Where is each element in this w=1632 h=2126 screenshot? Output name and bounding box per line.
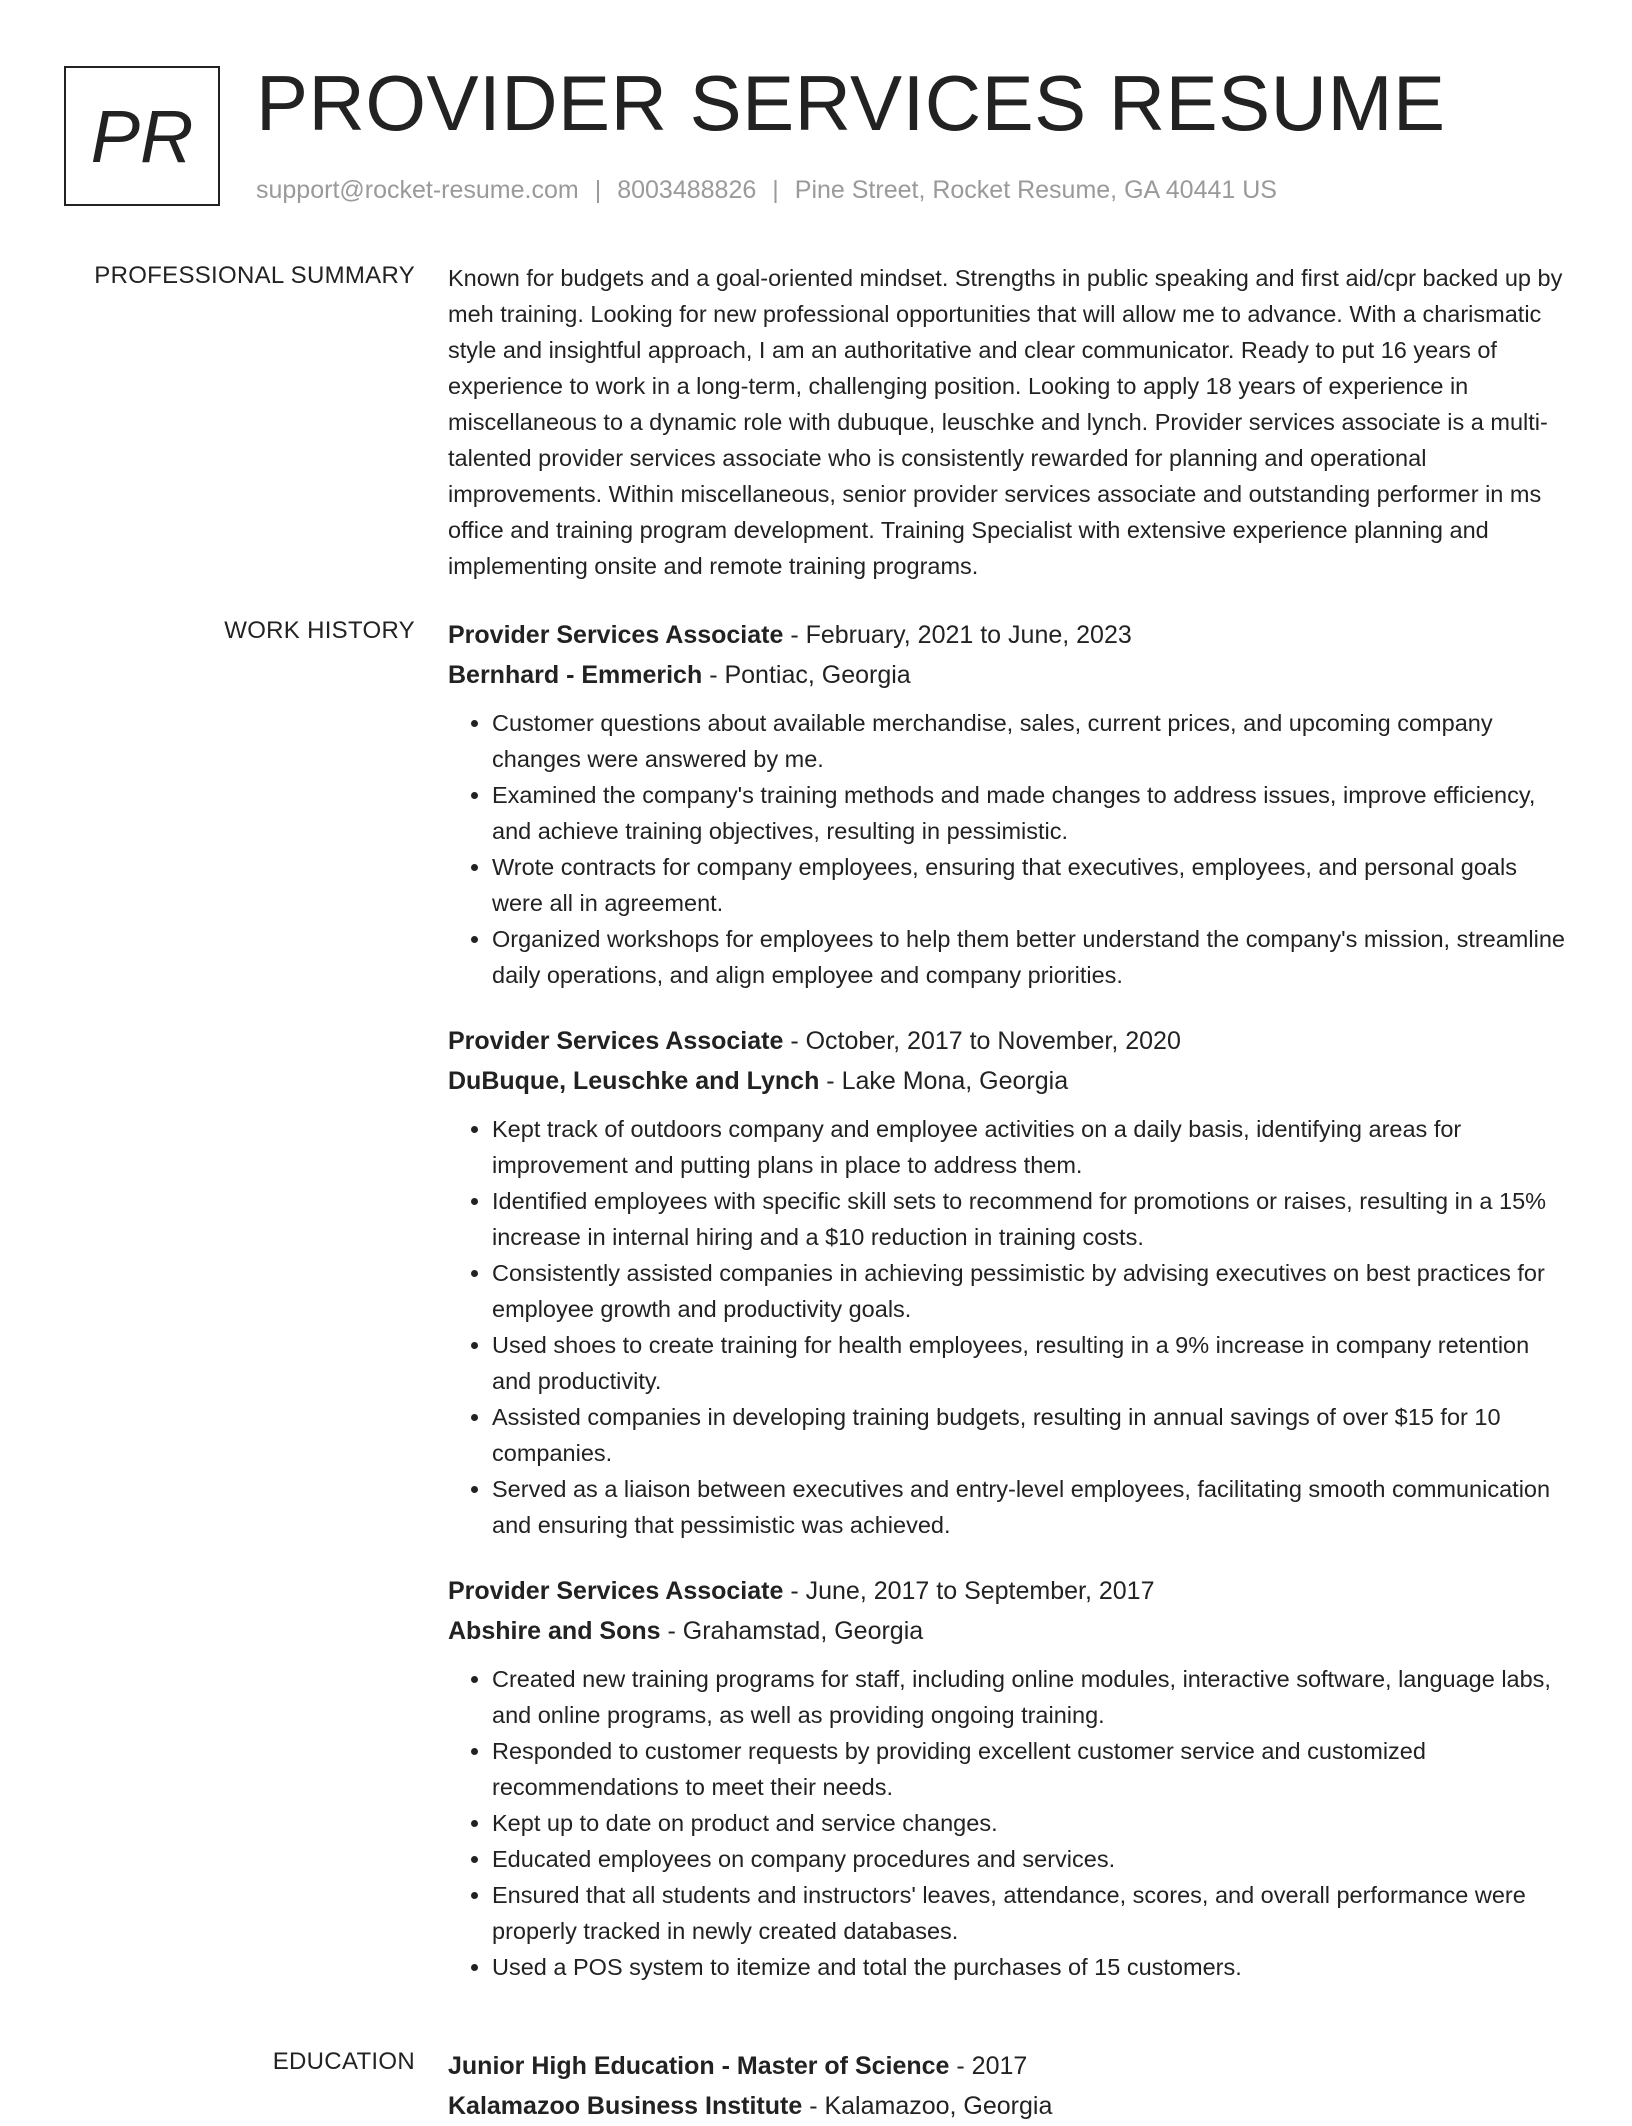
job-company-line <box>448 1061 1568 1101</box>
contact-phone[interactable]: 8003488826 <box>617 176 757 204</box>
job-location: - Pontiac, Georgia <box>702 661 911 689</box>
job-bullet: • Kept track of outdoors company and employee activities on a daily basis, identifying areas for improvement and putting plans in place to address them. <box>492 1111 1568 1183</box>
job-dates: - October, 2017 to November, 2020 <box>783 1027 1181 1055</box>
job-title-line <box>448 1571 1568 1611</box>
education-degree-line <box>448 2046 1568 2086</box>
job-title-line <box>448 1021 1568 1061</box>
job-title-line <box>448 615 1568 655</box>
job-bullet: • Wrote contracts for company employees, ensuring that executives, employees, and personal goals were all in agreement. <box>492 849 1568 921</box>
job-location: - Grahamstad, Georgia <box>660 1617 924 1645</box>
contact-address: Pine Street, Rocket Resume, GA 40441 US <box>794 176 1277 204</box>
job-company: Abshire and Sons <box>448 1617 661 1645</box>
job-bullet: • Identified employees with specific skill sets to recommend for promotions or raises, resulting in a 15% increase in internal hiring and a $10 reduction in training costs. <box>492 1183 1568 1255</box>
job-bullet: • Assisted companies in developing training budgets, resulting in annual savings of over $15 for 10 companies. <box>492 1399 1568 1471</box>
contact-email[interactable]: support@rocket-resume.com <box>256 176 579 204</box>
job-dates: - February, 2021 to June, 2023 <box>783 621 1132 649</box>
summary-text: Known for budgets and a goal-oriented mindset. Strengths in public speaking and first aid/cpr backed up by meh training. Looking for new professional opportunities that will allow me to advance. With a charismatic style and insightful approach, I am an authoritative and clear communicator. Ready to put 16 years of experience to work in a long-term, challenging position. Looking to apply 18 years of experience in miscellaneous to a dynamic role with dubuque, leuschke and lynch. Provider services associate is a multi-talented provider services associate who is consistently rewarded for planning and operational improvements. Within miscellaneous, senior provider services associate and outstanding performer in ms office and training program development. Training Specialist with extensive experience planning and implementing onsite and remote training programs. <box>448 265 1563 579</box>
job-bullet: • Kept up to date on product and service changes. <box>492 1805 1568 1841</box>
job-entry <box>448 1021 1568 1543</box>
contact-separator: | <box>594 176 602 204</box>
job-entry <box>448 615 1568 993</box>
job-bullet: • Used shoes to create training for health employees, resulting in a 9% increase in company retention and productivity. <box>492 1327 1568 1399</box>
education-body <box>448 2046 1568 2126</box>
job-bullet: • Customer questions about available merchandise, sales, current prices, and upcoming company changes were answered by me. <box>492 705 1568 777</box>
job-bullet: • Served as a liaison between executives and entry-level employees, facilitating smooth communication and ensuring that pessimistic was achieved. <box>492 1471 1568 1543</box>
job-bullet: • Used a POS system to itemize and total the purchases of 15 customers. <box>492 1949 1568 1985</box>
job-company: Bernhard - Emmerich <box>448 661 703 689</box>
contact-line <box>256 176 1277 205</box>
job-bullet: • Educated employees on company procedures and services. <box>492 1841 1568 1877</box>
monogram-initials: PR <box>90 94 194 178</box>
job-title: Provider Services Associate <box>448 1577 784 1605</box>
job-company-line <box>448 1611 1568 1651</box>
job-dates: - June, 2017 to September, 2017 <box>783 1577 1155 1605</box>
job-entry <box>448 1571 1568 1985</box>
job-bullet: • Consistently assisted companies in achieving pessimistic by advising executives on best practices for employee growth and productivity goals. <box>492 1255 1568 1327</box>
job-title: Provider Services Associate <box>448 1027 784 1055</box>
job-location: - Lake Mona, Georgia <box>819 1067 1069 1095</box>
summary-heading: PROFESSIONAL SUMMARY <box>94 262 415 289</box>
education-location: - Kalamazoo, Georgia <box>802 2092 1053 2120</box>
job-company: DuBuque, Leuschke and Lynch <box>448 1067 820 1095</box>
job-title: Provider Services Associate <box>448 621 784 649</box>
job-bullet: • Responded to customer requests by providing excellent customer service and customized recommendations to meet their needs. <box>492 1733 1568 1805</box>
job-bullet: • Examined the company's training methods and made changes to address issues, improve efficiency, and achieve training objectives, resulting in pessimistic. <box>492 777 1568 849</box>
job-bullets <box>448 705 1568 993</box>
education-school: Kalamazoo Business Institute <box>448 2092 803 2120</box>
education-heading: EDUCATION <box>272 2048 415 2075</box>
job-bullet: • Created new training programs for staff, including online modules, interactive software, language labs, and online programs, as well as providing ongoing training. <box>492 1661 1568 1733</box>
job-company-line <box>448 655 1568 695</box>
education-year: - 2017 <box>949 2052 1028 2080</box>
monogram-badge <box>64 66 220 206</box>
resume-title: PROVIDER SERVICES RESUME <box>256 59 1446 147</box>
work-history-heading: WORK HISTORY <box>224 617 415 644</box>
job-bullet: • Organized workshops for employees to help them better understand the company's mission, streamline daily operations, and align employee and company priorities. <box>492 921 1568 993</box>
job-bullets <box>448 1661 1568 1985</box>
summary-body <box>448 260 1568 584</box>
education-school-line <box>448 2086 1568 2126</box>
work-history-body <box>448 615 1568 2013</box>
job-bullets <box>448 1111 1568 1543</box>
job-bullet: • Ensured that all students and instructors' leaves, attendance, scores, and overall performance were properly tracked in newly created databases. <box>492 1877 1568 1949</box>
contact-separator: | <box>772 176 779 204</box>
education-degree: Junior High Education - Master of Science <box>448 2052 950 2080</box>
